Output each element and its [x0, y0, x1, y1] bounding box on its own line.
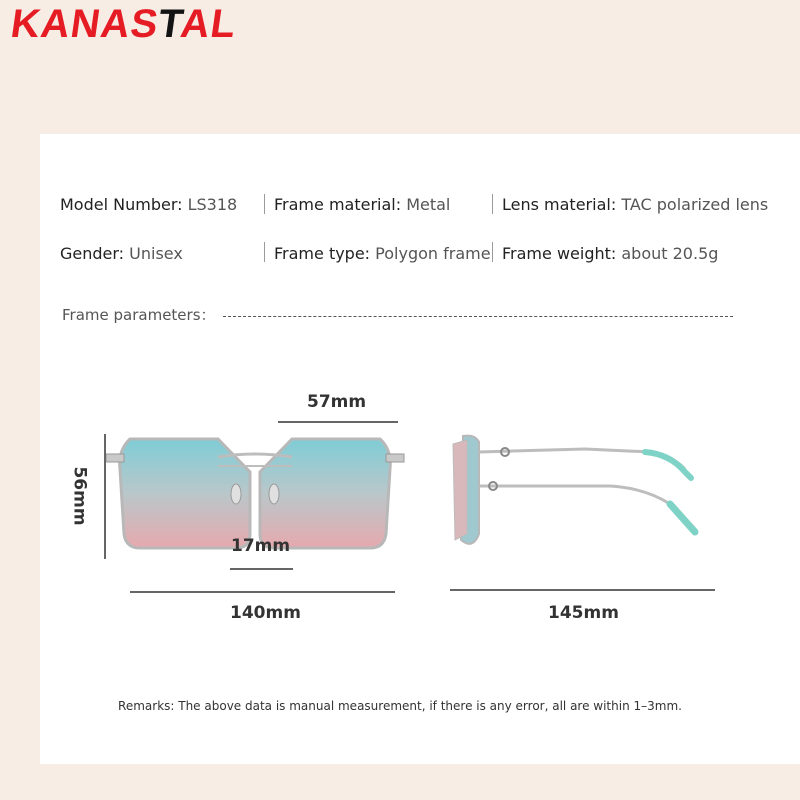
brand-part-2: T — [155, 2, 185, 46]
separator — [264, 242, 265, 262]
lens-height-label: 56mm — [69, 466, 90, 526]
frame-type-label: Frame type: — [274, 244, 371, 263]
separator — [492, 242, 493, 262]
spec-lens-material — [502, 195, 768, 214]
brand-logo — [8, 2, 239, 47]
model-value: LS318 — [187, 195, 238, 214]
upper-temple-tip — [645, 452, 691, 478]
spec-frame-weight — [502, 244, 718, 263]
lens-material-value: TAC polarized lens — [621, 195, 769, 214]
frame-weight-value: about 20.5g — [621, 244, 719, 263]
frame-material-value: Metal — [406, 195, 451, 214]
bridge — [218, 454, 292, 457]
spec-gender — [60, 244, 183, 263]
spec-frame-material — [274, 195, 450, 214]
spec-model — [60, 195, 237, 214]
bridge-line — [230, 568, 293, 570]
temple-length-line — [450, 589, 715, 591]
gender-value: Unisex — [129, 244, 183, 263]
frame-parameters-label: Frame parameters： — [62, 306, 216, 324]
frame-weight-label: Frame weight: — [502, 244, 617, 263]
lens-width-line — [278, 421, 398, 423]
lens-material-label: Lens material: — [502, 195, 617, 214]
dashed-divider — [223, 316, 733, 317]
lower-temple-tip — [670, 504, 695, 532]
frame-width-line — [130, 591, 395, 593]
lens-width-label: 57mm — [307, 392, 367, 412]
frame-material-label: Frame material: — [274, 195, 402, 214]
model-label: Model Number: — [60, 195, 183, 214]
spec-card — [40, 134, 800, 764]
side-view-glasses — [445, 424, 735, 554]
frame-width-label: 140mm — [230, 603, 301, 623]
lower-temple — [479, 486, 693, 529]
gender-label: Gender: — [60, 244, 125, 263]
remark-text: Remarks: The above data is manual measurement, if there is any error, all are within 1–3mm. — [118, 699, 682, 713]
separator — [264, 194, 265, 214]
separator — [492, 194, 493, 214]
brand-part-1: KANAS — [8, 2, 162, 46]
lens-height-line — [104, 434, 106, 559]
temple-length-label: 145mm — [548, 603, 619, 623]
brand-part-3: AL — [177, 2, 240, 46]
spec-frame-type — [274, 244, 491, 263]
frame-type-value: Polygon frame — [375, 244, 491, 263]
bridge-label: 17mm — [231, 536, 291, 556]
